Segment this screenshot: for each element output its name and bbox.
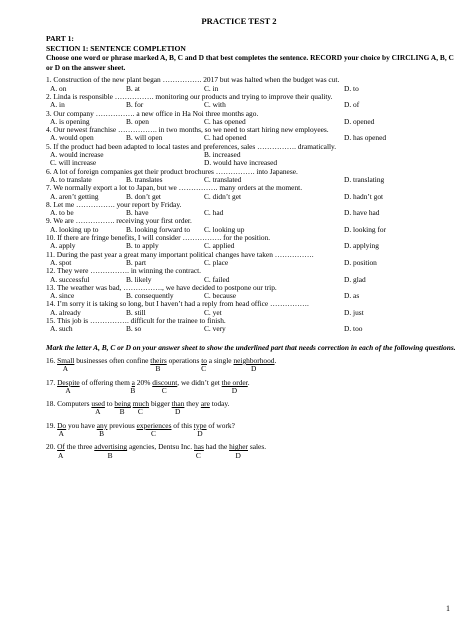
answer-option[interactable]: C. with (204, 100, 226, 110)
answer-option[interactable]: C. looking up (204, 224, 245, 234)
answer-options (46, 101, 466, 109)
answer-option[interactable]: B. looking forward to (126, 224, 191, 234)
answer-options (46, 292, 466, 300)
error-question-text: 20. Of the three advertising agencies, Dentsu Inc. has had the higher sales. (46, 442, 267, 452)
question-text: 7. We normally export a lot to Japan, but we ……………. many orders at the moment. (46, 183, 303, 193)
error-letter[interactable]: A (58, 428, 64, 438)
answer-option[interactable]: B. will open (126, 133, 163, 143)
answer-option[interactable]: B. consequently (126, 291, 174, 301)
question-text: 8. Let me ……………. your report by Friday. (46, 199, 182, 209)
error-question-text: 16. Small businesses often confine theirs operations to a single neighborhood. (46, 355, 277, 365)
answer-options (46, 193, 466, 201)
answer-option[interactable]: C. because (204, 291, 237, 301)
error-letter[interactable]: A (95, 407, 101, 417)
answer-option[interactable]: C. has opened (204, 116, 246, 126)
answer-option[interactable]: D. translating (344, 174, 385, 184)
answer-options (46, 276, 466, 284)
answer-option[interactable]: C. yet (204, 307, 222, 317)
underlined-part: experiences (136, 420, 172, 430)
error-letter[interactable]: C (195, 450, 201, 460)
answer-option[interactable]: C. had (204, 208, 224, 218)
answer-option[interactable]: C. applied (204, 241, 235, 251)
error-letters (46, 452, 466, 460)
answer-option[interactable]: D. have had (344, 208, 380, 218)
question-text: 4. Our newest franchise ……………. in two months, so we need to start hiring new employees. (46, 125, 329, 135)
error-letter[interactable]: C (151, 428, 156, 438)
section1-instruction: Choose one word or phrase marked A, B, C and D that best completes the sentence. RECORD your choice by CIRCLING A, B, C or D on the answer sheet. (46, 53, 454, 72)
underlined-part: the order (221, 377, 248, 387)
underlined-part: Do (57, 420, 67, 430)
error-letter[interactable]: D (235, 450, 241, 460)
error-letter[interactable]: B (119, 407, 125, 417)
answer-option[interactable]: D. too (344, 324, 363, 334)
error-letter[interactable]: A (58, 450, 64, 460)
error-letter[interactable]: B (99, 428, 104, 438)
error-letter[interactable]: D (197, 428, 203, 438)
answer-option[interactable]: D. just (344, 307, 364, 317)
error-question-text: 17. Despite of offering them a 20% discount, we didn’t get the order. (46, 377, 250, 387)
error-letter[interactable]: A (62, 364, 69, 374)
answer-option[interactable]: B. so (126, 324, 142, 334)
question-text: 15. This job is ……………. difficult for the trainee to finish. (46, 315, 226, 325)
error-letters (46, 430, 466, 438)
page-title: PRACTICE TEST 2 (201, 16, 277, 26)
answer-option[interactable]: B. at (126, 83, 140, 93)
answer-option[interactable]: D. as (344, 291, 360, 301)
underlined-part: than (171, 399, 185, 409)
answer-option[interactable]: A. is opening (50, 116, 90, 126)
error-question-text: 18. Computers used to being much bigger than they are today. (46, 399, 230, 409)
answer-options (46, 325, 466, 333)
error-letters (46, 387, 466, 395)
answer-option[interactable]: D. hadn’t got (344, 191, 384, 201)
error-letter[interactable]: D (175, 407, 181, 417)
underlined-part: Despite (57, 377, 80, 387)
question-text: 3. Our company ……………. a new office in Ha Noi three months ago. (46, 108, 259, 118)
answer-option[interactable]: B. translates (126, 174, 163, 184)
answer-option[interactable]: A. apply (50, 241, 76, 251)
answer-options (46, 85, 466, 93)
answer-options (46, 259, 466, 267)
question-text: 10. If there are fringe benefits, I will consider ……………. for the position. (46, 233, 271, 243)
answer-option[interactable]: A. such (50, 324, 73, 334)
answer-option[interactable]: A. looking up to (50, 224, 99, 234)
answer-option[interactable]: B. to apply (126, 241, 159, 251)
answer-option[interactable]: C. place (204, 257, 229, 267)
answer-option[interactable]: B. still (126, 307, 146, 317)
error-letter[interactable]: C (161, 385, 167, 395)
question-text: 12. They were ……………. in winning the contract. (46, 266, 202, 276)
underlined-part: Of (57, 442, 65, 452)
answer-option[interactable]: D. looking for (344, 224, 387, 234)
answer-options (46, 134, 466, 142)
answer-option[interactable]: C. failed (204, 274, 230, 284)
error-question-list (46, 357, 466, 460)
answer-option[interactable]: B. have (126, 208, 149, 218)
underlined-part: a (131, 377, 135, 387)
answer-option[interactable]: A. on (50, 83, 67, 93)
answer-option[interactable]: B. open (126, 116, 149, 126)
error-letter[interactable]: B (107, 450, 113, 460)
underlined-part: discount (152, 377, 178, 387)
section-heading: SECTION 1: SENTENCE COMPLETION (46, 43, 186, 53)
error-letters (46, 365, 466, 373)
page-number: 1 (446, 604, 450, 613)
underlined-part: any (96, 420, 108, 430)
underlined-part: much (132, 399, 150, 409)
answer-option[interactable]: B. don’t get (126, 191, 161, 201)
underlined-part: Small (57, 355, 75, 365)
error-letters (46, 408, 466, 416)
answer-option[interactable]: A. to be (50, 208, 74, 218)
section2-instruction: Mark the letter A, B, C or D on your answer sheet to show the underlined part that needs correction in each of the following questions. (46, 342, 456, 352)
answer-option[interactable]: A. would increase (50, 150, 104, 160)
error-letter[interactable]: B (130, 385, 136, 395)
answer-option[interactable]: A. to translate (50, 174, 92, 184)
part-heading: PART 1: (46, 34, 74, 43)
answer-option[interactable]: D. would have increased (204, 158, 278, 168)
answer-option[interactable]: C. will increase (50, 158, 97, 168)
error-letter[interactable]: C (137, 407, 143, 417)
answer-options (46, 209, 466, 217)
answer-option[interactable]: C. very (204, 324, 226, 334)
question-text: 13. The weather was bad, ……………., we have decided to postpone our trip. (46, 282, 277, 292)
answer-option[interactable]: B. for (126, 100, 144, 110)
answer-option[interactable]: A. already (50, 307, 81, 317)
answer-option[interactable]: D. to (344, 83, 359, 93)
answer-option[interactable]: D. glad (344, 274, 366, 284)
answer-option[interactable]: D. has opened (344, 133, 387, 143)
underlined-part: neighborhood (233, 355, 275, 365)
error-letter[interactable]: D (231, 385, 238, 395)
underlined-part: are (200, 399, 210, 409)
question-text: 9. We are ……………. receiving your first order. (46, 216, 192, 226)
answer-option[interactable]: C. translated (204, 174, 242, 184)
answer-option[interactable]: D. position (344, 257, 377, 267)
answer-option[interactable]: C. had opened (204, 133, 247, 143)
underlined-part: to (201, 355, 207, 365)
answer-options (46, 242, 466, 250)
underlined-part: theirs (150, 355, 167, 365)
answer-options (46, 176, 466, 184)
underlined-part: used (91, 399, 105, 409)
answer-option[interactable]: A. in (50, 100, 65, 110)
question-text: 2. Linda is responsible ……………. monitoring our products and trying to improve their quality. (46, 91, 333, 101)
answer-option[interactable]: D. of (344, 100, 360, 110)
answer-option[interactable]: B. increased (204, 150, 241, 160)
error-letter[interactable]: C (201, 364, 207, 374)
underlined-part: higher (229, 442, 248, 452)
answer-option[interactable]: D. applying (344, 241, 379, 251)
answer-option[interactable]: B. likely (126, 274, 152, 284)
answer-option[interactable]: A. would open (50, 133, 94, 143)
error-letter[interactable]: D (250, 364, 257, 374)
question-list (46, 76, 466, 333)
answer-option[interactable]: A. aren’t getting (50, 191, 99, 201)
underlined-part: being (114, 399, 131, 409)
underlined-part: type (193, 420, 207, 430)
question-text: 5. If the product had been adapted to local tastes and preferences, sales ……………. dramatically. (46, 141, 337, 151)
answer-option[interactable]: C. in (204, 83, 219, 93)
question-text: 6. A lot of foreign companies get their product brochures ……………. into Japanese. (46, 166, 298, 176)
answer-option[interactable]: A. successful (50, 274, 90, 284)
error-letter[interactable]: A (65, 385, 71, 395)
answer-options (46, 309, 466, 317)
underlined-part: has (194, 442, 204, 452)
answer-options (46, 159, 466, 167)
answer-option[interactable]: C. didn’t get (204, 191, 242, 201)
document-page (46, 16, 466, 460)
error-question-text: 19. Do you have any previous experiences of this type of work? (46, 420, 235, 430)
question-text: 1. Construction of the new plant began ……………. 2017 but was halted when the budget was cut. (46, 75, 340, 85)
question-text: 11. During the past year a great many important political changes have taken ……………. (46, 249, 314, 259)
question-text: 14. I’m sorry it is taking so long, but I haven’t had a reply from head office ……………. (46, 299, 309, 309)
answer-options (46, 118, 466, 126)
underlined-part: advertising (94, 442, 128, 452)
answer-options (46, 226, 466, 234)
answer-option[interactable]: A. spot (50, 257, 72, 267)
answer-option[interactable]: A. since (50, 291, 75, 301)
answer-option[interactable]: D. opened (344, 116, 375, 126)
error-letter[interactable]: B (155, 364, 161, 374)
answer-option[interactable]: B. part (126, 257, 147, 267)
